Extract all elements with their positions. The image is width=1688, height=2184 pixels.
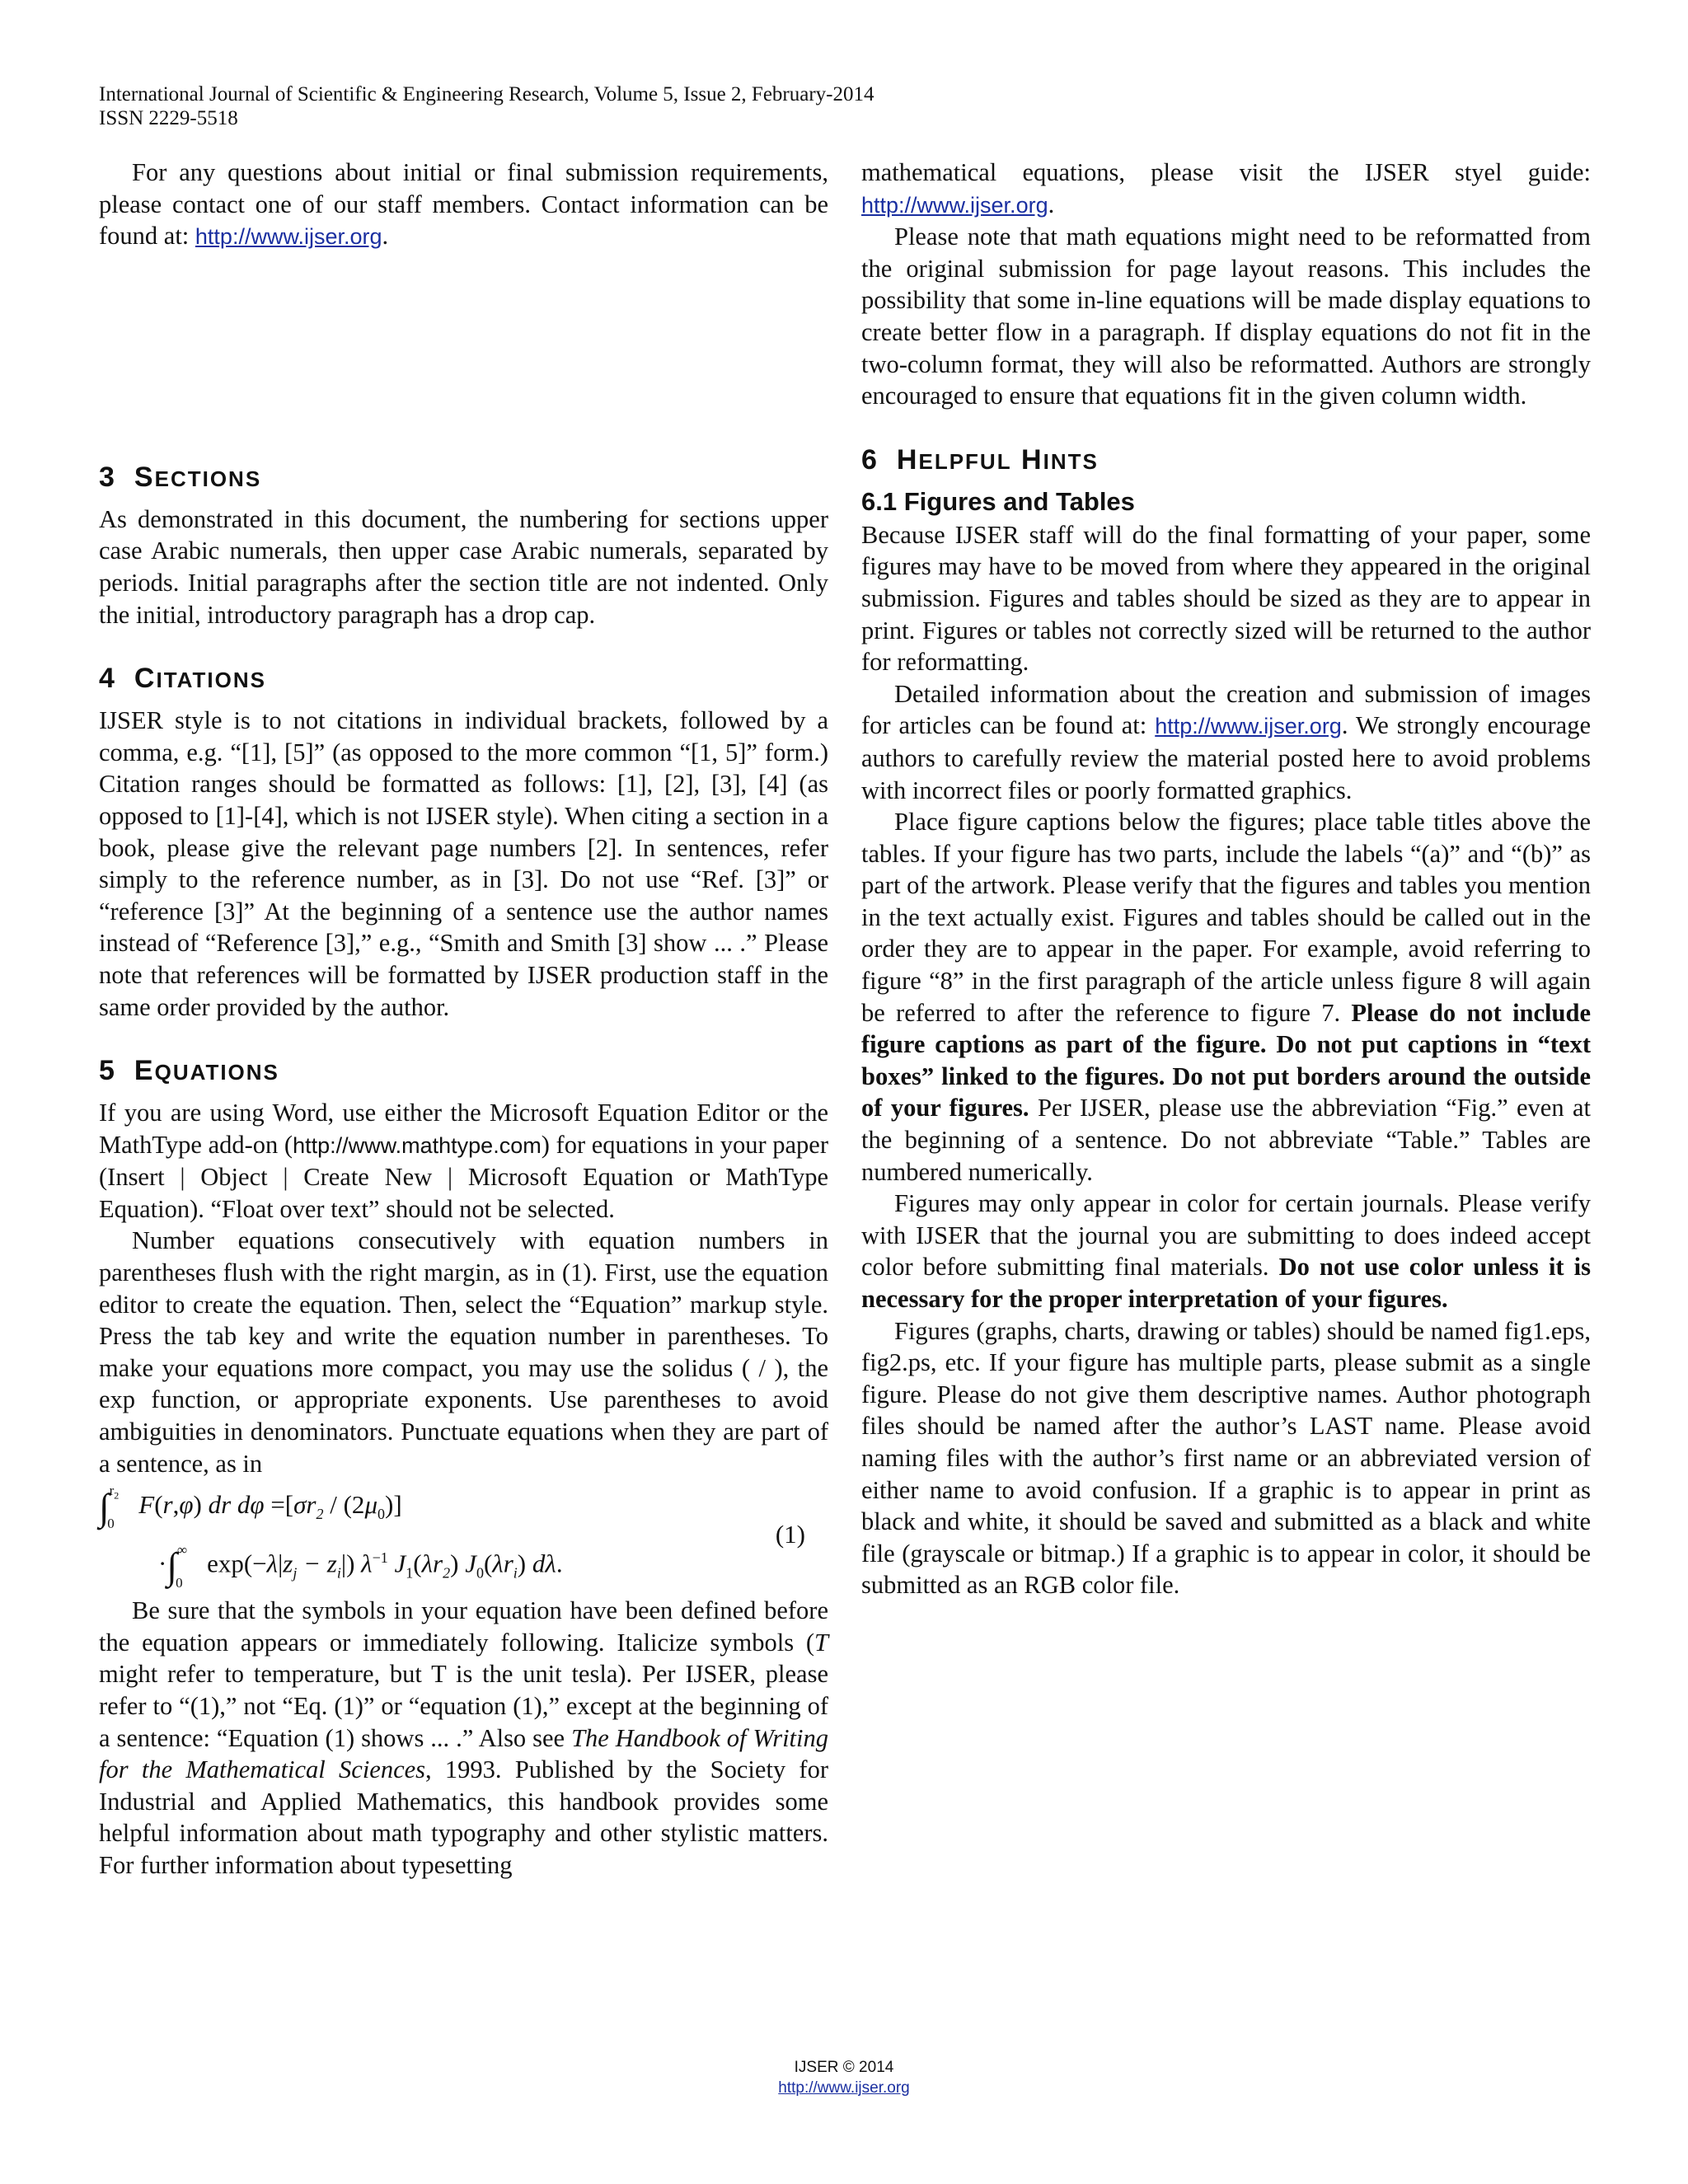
figures-paragraph-4: Figures may only appear in color for certain journals. Please verify with IJSER that the journal you are submitting to does indeed accept color before submitting final materials. Do not use color unless it is necessary for the proper interpretation of your figures. [861, 1189, 1591, 1313]
section-4-heading: 4 CITATIONS [99, 663, 266, 695]
contact-link[interactable]: http://www.ijser.org [195, 224, 382, 250]
figures-paragraph-3: Place figure captions below the figures; place table titles above the tables. If your figure has two parts, include the labels “(a)” and “(b)” as part of the artwork. Please verify that the figures and tables you mention in the text actually exist. Figures and tables should be called out in the order they are to appear in the paper. For example, avoid referring to figure “8” in the first paragraph of the article unless figure 8 will again be referred to after the reference to figure 7. Please do not include figure captions as part of the figure. Do not put captions in “text boxes” linked to the figures. Do not put borders around the outside of your figures. Per IJSER, please use the abbreviation “Fig.” even at the beginning of a sentence. Do not abbreviate “Table.” Tables are numbered numerically. [861, 808, 1592, 1186]
page-footer [0, 2057, 1688, 2098]
journal-header [99, 82, 874, 130]
section-5-heading: 5 EQUATIONS [99, 1055, 279, 1087]
section-3-paragraph: As demonstrated in this document, the numbering for sections upper case Arabic numerals, then upper case Arabic numerals, separated by periods. Initial paragraphs after the section title are not indented. Only the initial, introductory paragraph has a drop cap. [99, 504, 828, 629]
equation-line-2: $\cdot\int^\infty_0$ $\exp(-\lambda|z_j - z_i|)$ $\lambda^{-1}$ $J_1(\lambda r_2)$ $J_0(\lambda r_i)$ dλ. [158, 1541, 563, 1591]
section-5-paragraph-3: Be sure that the symbols in your equation have been defined before the equation appears or immediately following. Italicize symbols (T might refer to temperature, but T is the unit tesla). Per IJSER, please refer to “(1),” not “Eq. (1)” or “equation (1),” except at the beginning of a sentence: “Equation (1) shows ... .” Also see The Handbook of Writing for the Mathematical Sciences, 1993. Published by the Society for Industrial and Applied Mathematics, this handbook provides some helpful information about math typography and other stylistic matters. For further information about typesetting [99, 1596, 828, 1879]
mathtype-url: http://www.mathtype.com [293, 1132, 542, 1158]
equation-1 [99, 1483, 828, 1591]
figures-paragraph-5: Figures (graphs, charts, drawing or tables) should be named fig1.eps, fig2.ps, etc. If your figure has multiple parts, please submit as a single figure. Please do not give them descriptive names. Author photograph files should be named after the author’s LAST name. Please avoid naming files with the author’s first name or an abbreviated version of either name to avoid confusion. If a graphic is to appear in print as black and white, it should be saved and submitted as a black and white file (grayscale or bitmap.) If a graphic is to appear in color, it should be submitted as an RGB color file. [861, 1316, 1591, 1600]
right-column [861, 157, 1591, 1601]
left-column [99, 157, 828, 1882]
figures-paragraph-1: Because IJSER staff will do the final formatting of your paper, some figures may have to be moved from where they appeared in the original submission. Figures and tables should be sized as they are to appear in print. Figures or tables not correctly sized will be returned to the author for reformatting. [861, 520, 1591, 677]
spacer [99, 253, 828, 429]
equation-line-1: ∫$^{r_2}_0$ F(r,φ) dr $d\varphi =[\sigma r_2 / (2\mu_0)]$ [99, 1483, 402, 1532]
footer-link[interactable]: http://www.ijser.org [778, 2079, 910, 2097]
section-4-paragraph: IJSER style is to not citations in individual brackets, followed by a comma, e.g. “[1], [5]” (as opposed to the more common “[1, 5]” form.) Citation ranges should be formatted as follows: [1], [2], [3], [4] (as opposed to [1]-[4], which is not IJSER style). When citing a section in a book, please give the relevant page numbers [2]. In sentences, refer simply to the reference number, as in [3]. Do not use “Ref. [3]” or “reference [3]” At the beginning of a sentence use the author names instead of “Reference [3],” e.g., “Smith and Smith [3] show ... .” Please note that references will be formatted by IJSER production staff in the same order provided by the author. [99, 706, 828, 1021]
section-5-paragraph-1: If you are using Word, use either the Microsoft Equation Editor or the MathType add-on (http://www.mathtype.com) for equations in your paper (Insert | Object | Create New | Microsoft Equation or MathType Equation). “Float over text” should not be selected. [99, 1099, 828, 1223]
reformat-note-paragraph: Please note that math equations might need to be reformatted from the original submission for page layout reasons. This includes the possibility that some in-line equations will be made display equations to create better flow in a paragraph. If display equations do not fit in the two-column format, they will also be reformatted. Authors are strongly encouraged to ensure that equations fit in the given column width. [861, 223, 1591, 410]
section-3-heading: 3 SECTIONS [99, 461, 262, 493]
handbook-title: The Handbook of Writing for the Mathematical Sciences [99, 1723, 828, 1784]
images-info-link[interactable]: http://www.ijser.org [1155, 714, 1342, 739]
figures-paragraph-2: Detailed information about the creation and submission of images for articles can be found at: http://www.ijser.org. We strongly encourage authors to carefully review the material posted here to avoid problems with incorrect files or poorly formatted graphics. [861, 679, 1591, 804]
style-guide-link[interactable]: http://www.ijser.org [861, 192, 1048, 218]
intro-paragraph: For any questions about initial or final submission requirements, please contact one of our staff members. Contact information can be found at: http://www.ijser.org. [99, 158, 828, 251]
section-5-paragraph-2: Number equations consecutively with equation numbers in parentheses flush with the right margin, as in (1). First, use the equation editor to create the equation. Then, select the “Equation” markup style. Press the tab key and write the equation number in parentheses. To make your equations more compact, you may use the solidus ( / ), the exp function, or appropriate exponents. Use parentheses to avoid ambiguities in denominators. Punctuate equations when they are part of a sentence, as in [99, 1226, 828, 1478]
footer-copyright: IJSER © 2014 [794, 2059, 894, 2076]
subsection-6-1-heading: 6.1 Figures and Tables [861, 486, 1135, 516]
continued-paragraph: mathematical equations, please visit the IJSER styel guide: http://www.ijser.org. [861, 158, 1591, 218]
section-6-heading: 6 HELPFUL HINTS [861, 443, 1099, 476]
journal-title-line: International Journal of Scientific & Engineering Research, Volume 5, Issue 2, February-2014 [99, 83, 874, 105]
equation-number: (1) [775, 1520, 805, 1549]
issn-line: ISSN 2229-5518 [99, 107, 238, 129]
